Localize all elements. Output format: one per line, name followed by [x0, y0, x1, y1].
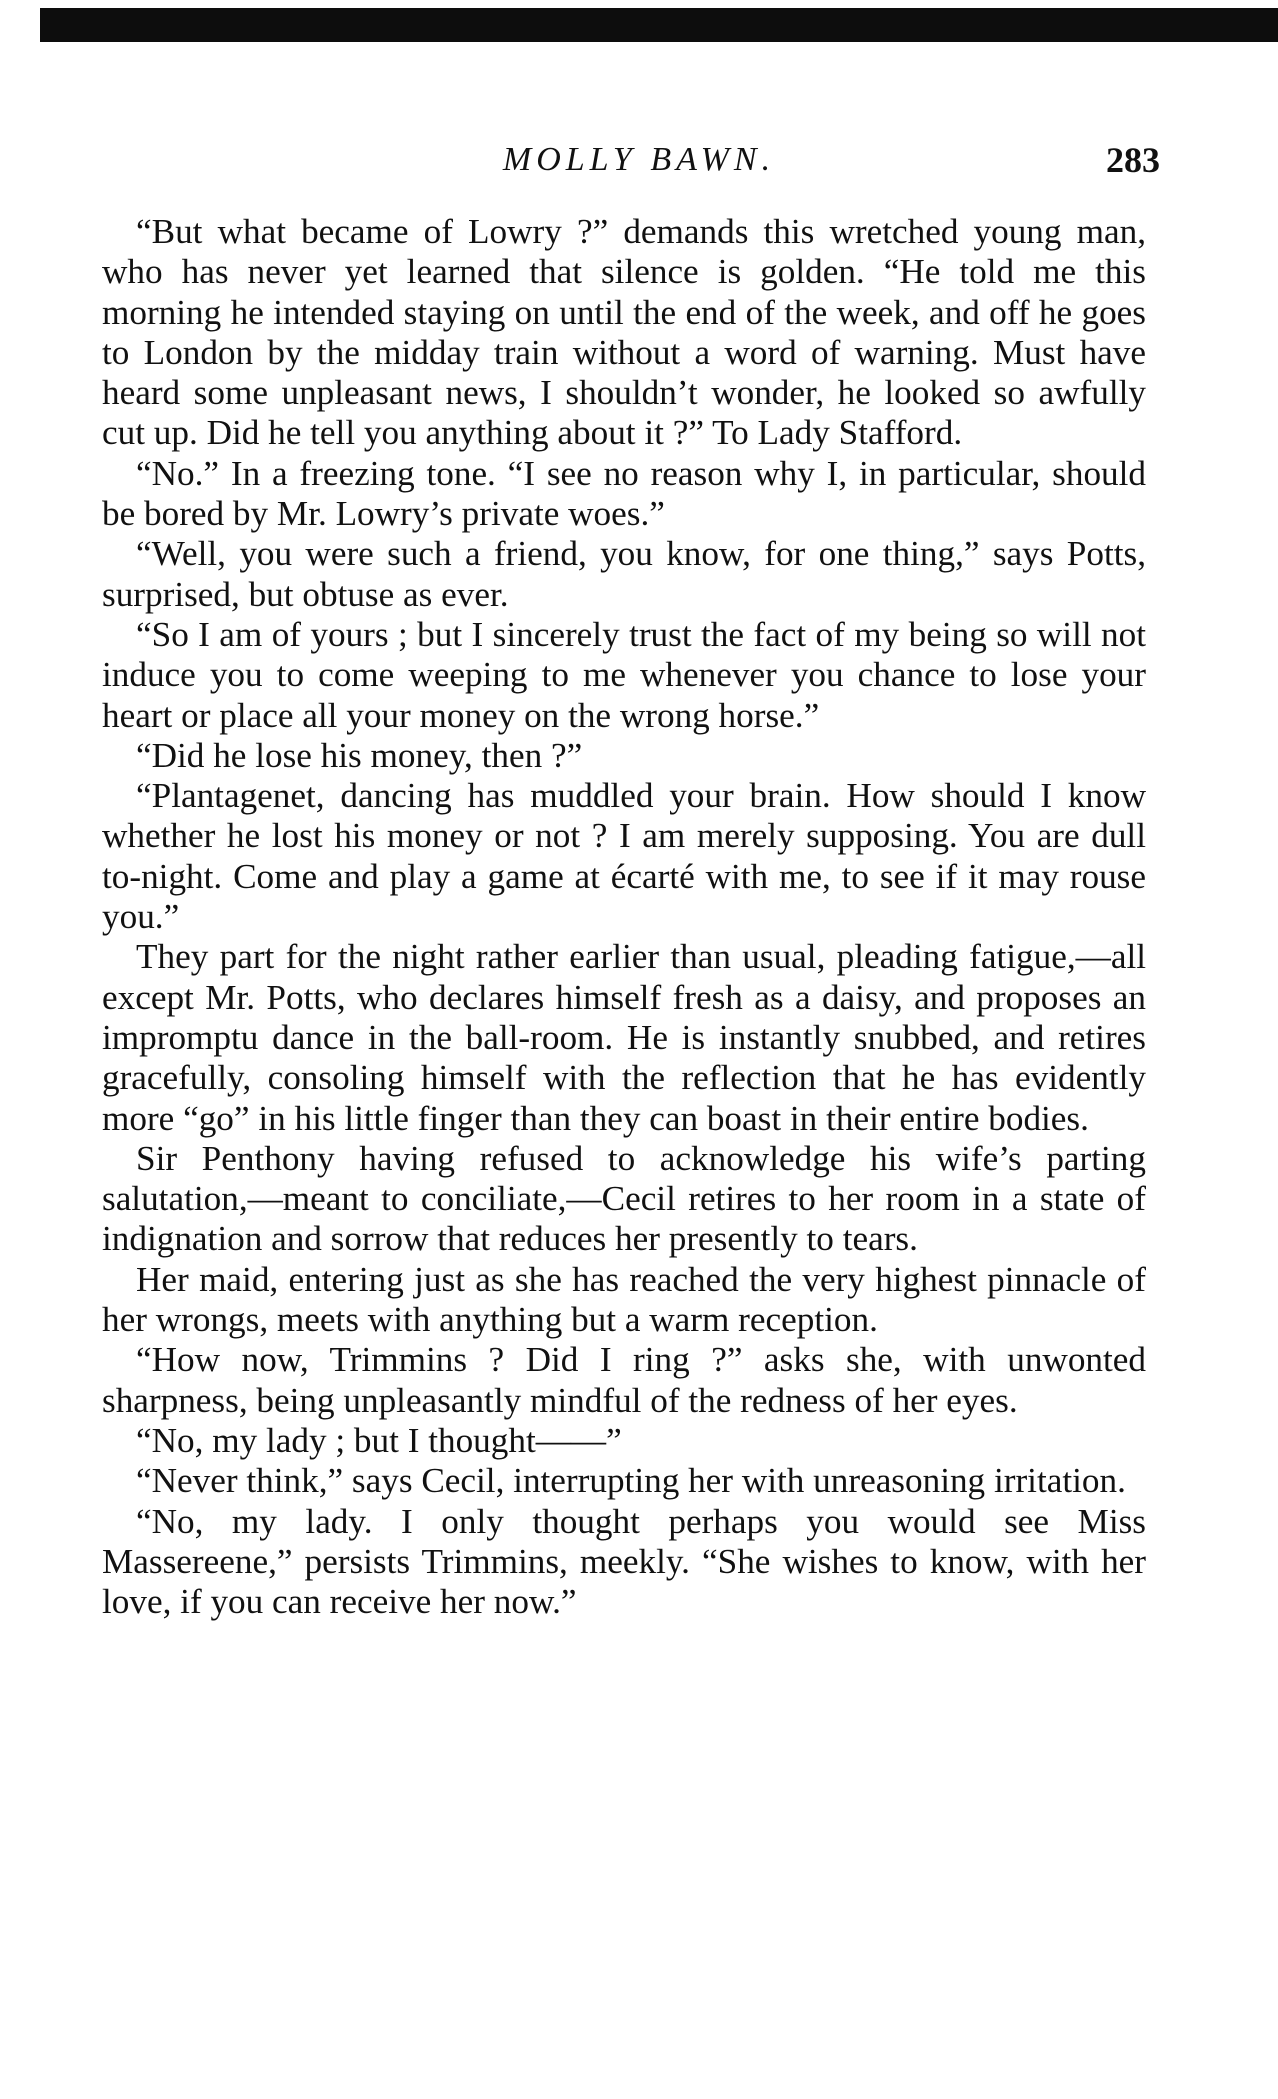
paragraph: “So I am of yours ; but I sincerely trust the fact of my being so will not induce you to come weeping to me whenever you chance to lose your heart or place all your money on the wrong horse.” — [102, 614, 1146, 735]
running-title: MOLLY BAWN. — [502, 141, 776, 178]
running-head — [0, 132, 1278, 188]
paragraph: “But what became of Lowry ?” demands this wretched young man, who has never yet learned that silence is golden. “He told me this morning he intended staying on until the end of the week, and off he goes to London by the midday train without a word of warning. Must have heard some unpleasant news, I shouldn’t wonder, he looked so awfully cut up. Did he tell you anything about it ?” To Lady Stafford. — [102, 212, 1146, 453]
paragraph: “No, my lady ; but I thought——” — [136, 1420, 622, 1460]
paragraph: “No, my lady. I only thought perhaps you would see Miss Massereene,” persists Trimmins, meekly. “She wishes to know, with her love, if you can receive her now.” — [102, 1501, 1146, 1622]
paragraph: “No.” In a freezing tone. “I see no reason why I, in particular, should be bored by Mr. Lowry’s private woes.” — [102, 453, 1146, 534]
paragraph: They part for the night rather earlier than usual, pleading fatigue,—all except Mr. Potts, who declares himself fresh as a daisy, and proposes an impromptu dance in the ball-room. He is instantly snubbed, and retires gracefully, consoling himself with the reflection that he has evidently more “go” in his little finger than they can boast in their entire bodies. — [102, 937, 1146, 1138]
paragraph: “Never think,” says Cecil, interrupting her with unreasoning irritation. — [136, 1461, 1126, 1501]
paragraph: “Well, you were such a friend, you know, for one thing,” says Potts, surprised, but obtuse as ever. — [102, 534, 1146, 614]
paragraph: “How now, Trimmins ? Did I ring ?” asks she, with unwonted sharpness, being unpleasantly mindful of the redness of her eyes. — [102, 1340, 1146, 1420]
body-text — [102, 212, 1146, 1622]
top-rule — [40, 8, 1278, 42]
paragraph: Her maid, entering just as she has reached the very highest pinnacle of her wrongs, meets with anything but a warm reception. — [102, 1259, 1146, 1340]
page-number: 283 — [1106, 140, 1160, 180]
paragraph: Sir Penthony having refused to acknowledge his wife’s parting salutation,—meant to conciliate,—Cecil retires to her room in a state of indignation and sorrow that reduces her presently to tears. — [102, 1138, 1146, 1259]
paragraph: “Did he lose his money, then ?” — [136, 735, 583, 775]
paragraph: “Plantagenet, dancing has muddled your brain. How should I know whether he lost his money or not ? I am merely supposing. You are dull to-night. Come and play a game at écarté with me, to see if it may rouse you.” — [102, 776, 1146, 937]
